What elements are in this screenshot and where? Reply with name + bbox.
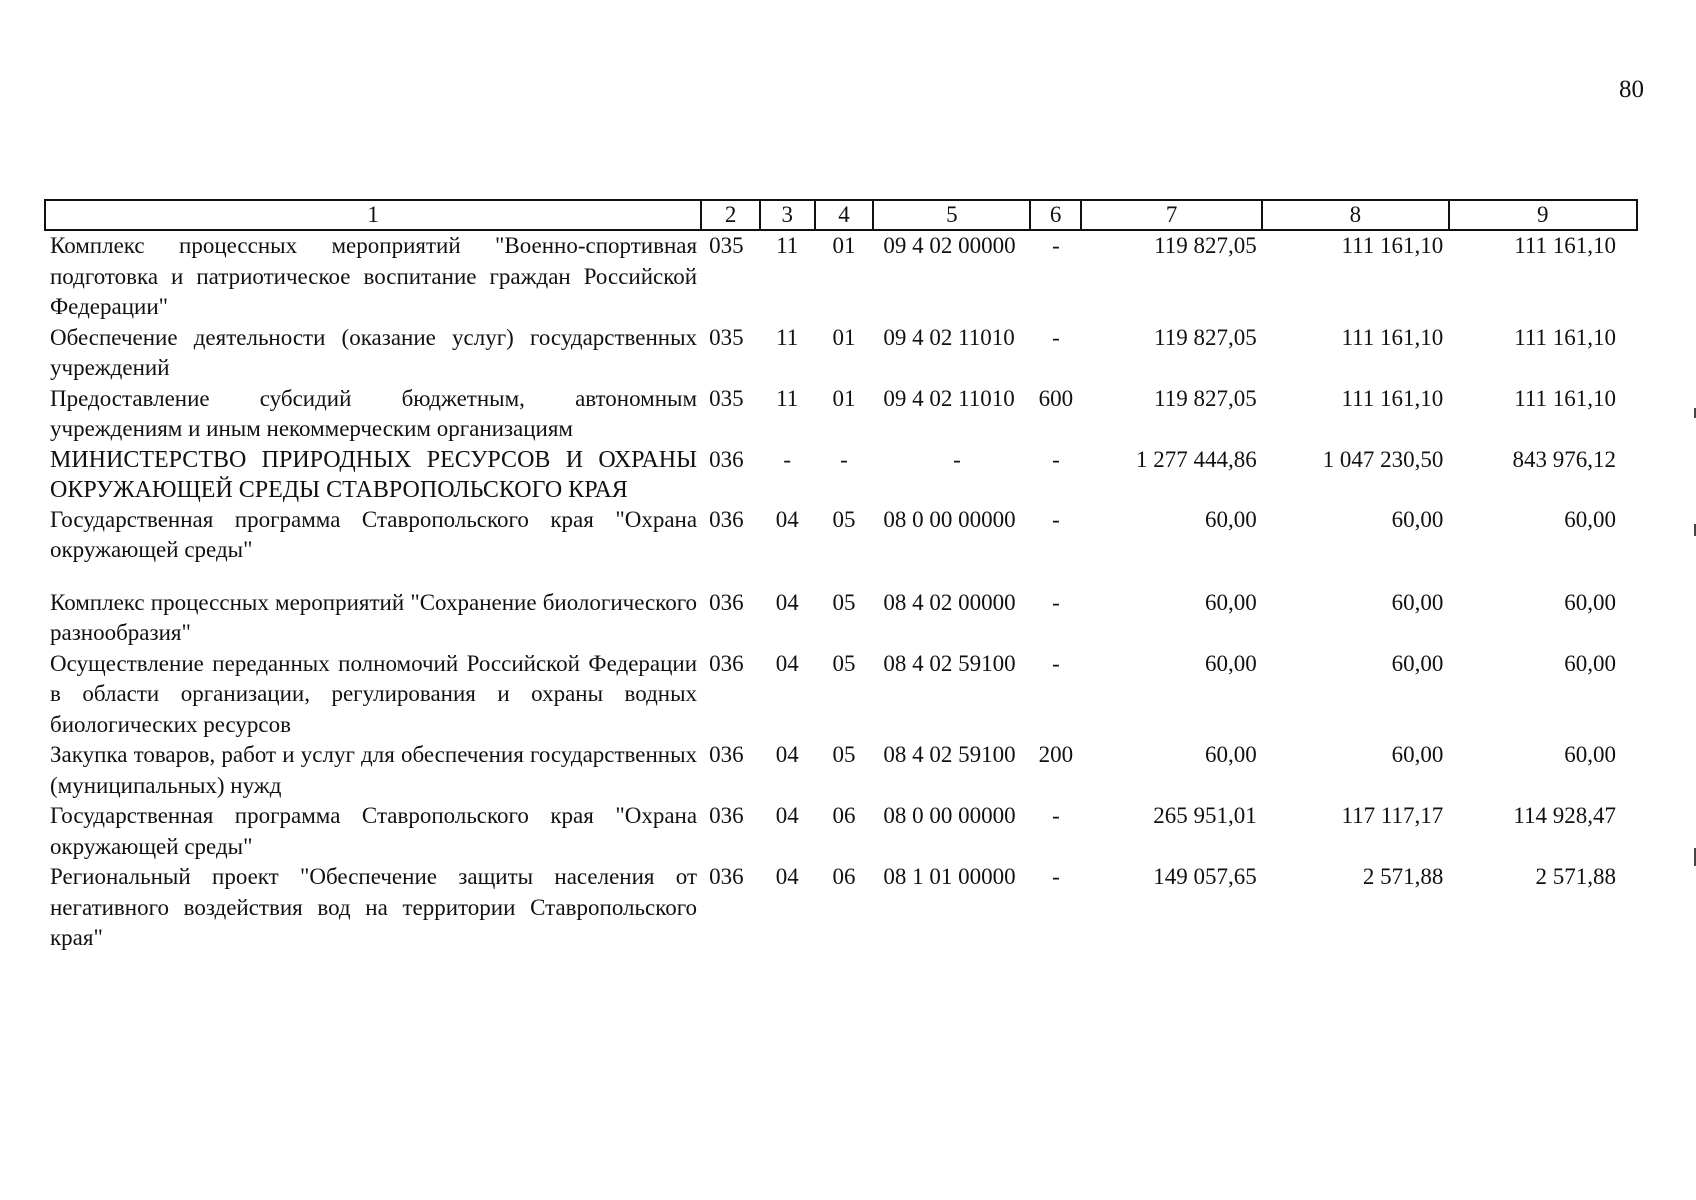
row-name: Государственная программа Ставропольского края "Охрана окружающей среды" — [50, 803, 698, 859]
table-row — [44, 740, 1638, 801]
code-target: - — [953, 446, 961, 472]
header-cell: 2 — [701, 200, 760, 230]
amount-col-7: 265 951,01 — [1153, 803, 1257, 828]
row-spacer — [44, 566, 1638, 588]
code-section: 11 — [776, 233, 799, 258]
code-expense-type: - — [1052, 233, 1060, 258]
code-subsection: 05 — [832, 589, 856, 615]
code-target: 08 0 00 00000 — [883, 803, 1016, 828]
row-name: Комплекс процессных мероприятий "Сохранение биологического разнообразия" — [50, 589, 698, 645]
code-section: - — [783, 446, 792, 472]
code-expense-type: 600 — [1038, 385, 1074, 411]
amount-col-8: 111 161,10 — [1341, 233, 1444, 258]
code-subsection: 05 — [832, 506, 856, 532]
amount-col-9: 60,00 — [1564, 506, 1616, 532]
amount-col-7: 60,00 — [1205, 589, 1257, 615]
code-target: 08 4 02 59100 — [883, 742, 1016, 767]
amount-col-7: 60,00 — [1205, 650, 1257, 676]
code-ministry: 036 — [709, 446, 744, 472]
amount-col-7: 1 277 444,86 — [1136, 446, 1257, 472]
header-cell: 6 — [1030, 200, 1081, 230]
code-ministry: 035 — [709, 385, 744, 411]
code-ministry: 036 — [709, 864, 744, 889]
table-row — [44, 862, 1638, 954]
header-row — [45, 200, 1637, 230]
code-target: 09 4 02 11010 — [883, 324, 1015, 350]
amount-col-7: 60,00 — [1205, 506, 1257, 532]
code-subsection: 05 — [832, 650, 856, 676]
code-expense-type: - — [1052, 650, 1060, 676]
amount-col-9: 2 571,88 — [1535, 864, 1616, 889]
table-row — [44, 384, 1638, 445]
code-expense-type: - — [1052, 506, 1060, 532]
table-row — [44, 323, 1638, 384]
table-row — [44, 231, 1638, 323]
code-ministry: 036 — [709, 506, 744, 532]
code-section: 11 — [776, 385, 799, 411]
code-subsection: 06 — [832, 864, 856, 889]
amount-col-9: 111 161,10 — [1514, 385, 1616, 411]
code-ministry: 036 — [709, 803, 744, 828]
code-subsection: 06 — [832, 803, 856, 828]
amount-col-9: 60,00 — [1564, 742, 1616, 767]
amount-col-8: 60,00 — [1391, 506, 1444, 532]
code-section: 11 — [776, 324, 799, 350]
row-name: Региональный проект "Обеспечение защиты населения от негативного воздействия вод на территории Ставропольского края" — [50, 864, 698, 950]
header-cell: 5 — [873, 200, 1030, 230]
code-subsection: 05 — [832, 742, 856, 767]
code-target: 08 1 01 00000 — [883, 864, 1016, 889]
amount-col-7: 149 057,65 — [1153, 864, 1257, 889]
amount-col-9: 114 928,47 — [1513, 803, 1616, 828]
row-name: Закупка товаров, работ и услуг для обеспечения государственных (муниципальных) нужд — [50, 742, 698, 798]
code-expense-type: - — [1052, 324, 1060, 350]
code-expense-type: - — [1052, 864, 1060, 889]
amount-col-7: 119 827,05 — [1154, 385, 1257, 411]
table-row — [44, 505, 1638, 566]
code-ministry: 036 — [709, 742, 744, 767]
code-ministry: 036 — [709, 589, 744, 615]
code-section: 04 — [775, 506, 799, 532]
row-name: Осуществление переданных полномочий Российской Федерации в области организации, регулирования и охраны водных биологических ресурсов — [50, 650, 698, 737]
code-subsection: 01 — [832, 385, 856, 411]
code-target: 09 4 02 00000 — [883, 233, 1016, 258]
code-subsection: - — [840, 446, 848, 472]
amount-col-8: 2 571,88 — [1362, 864, 1444, 889]
table-row — [44, 649, 1638, 741]
code-subsection: 01 — [832, 324, 856, 350]
header-cell: 7 — [1081, 200, 1262, 230]
amount-col-7: 119 827,05 — [1154, 324, 1257, 350]
header-cell: 4 — [815, 200, 874, 230]
code-target: 08 4 02 59100 — [883, 650, 1016, 676]
header-cell: 9 — [1449, 200, 1637, 230]
amount-col-8: 60,00 — [1391, 650, 1444, 676]
row-name: Комплекс процессных мероприятий "Военно-спортивная подготовка и патриотическое воспитание граждан Российской Федерации" — [50, 233, 698, 319]
amount-col-8: 117 117,17 — [1341, 803, 1444, 828]
amount-col-9: 60,00 — [1564, 650, 1616, 676]
code-section: 04 — [775, 589, 799, 615]
amount-col-8: 111 161,10 — [1341, 385, 1444, 411]
amount-col-8: 111 161,10 — [1341, 324, 1444, 350]
amount-col-9: 111 161,10 — [1514, 324, 1616, 350]
code-target: 09 4 02 11010 — [883, 385, 1015, 411]
amount-col-8: 1 047 230,50 — [1322, 446, 1444, 472]
column-number-header — [44, 199, 1638, 231]
amount-col-9: 843 976,12 — [1512, 446, 1616, 472]
header-cell: 8 — [1262, 200, 1448, 230]
budget-table — [44, 231, 1638, 954]
amount-col-9: 111 161,10 — [1514, 233, 1616, 258]
amount-col-7: 119 827,05 — [1154, 233, 1257, 258]
code-section: 04 — [775, 864, 799, 889]
code-target: 08 0 00 00000 — [883, 506, 1016, 532]
code-target: 08 4 02 00000 — [883, 589, 1016, 615]
amount-col-8: 60,00 — [1391, 589, 1444, 615]
amount-col-9: 60,00 — [1564, 589, 1616, 615]
amount-col-8: 60,00 — [1391, 742, 1444, 767]
code-section: 04 — [775, 742, 799, 767]
code-expense-type: 200 — [1038, 742, 1074, 767]
table-row — [44, 445, 1638, 505]
code-ministry: 035 — [709, 233, 744, 258]
header-cell: 3 — [760, 200, 815, 230]
code-expense-type: - — [1052, 446, 1060, 472]
code-section: 04 — [775, 803, 799, 828]
row-name: МИНИСТЕРСТВО ПРИРОДНЫХ РЕСУРСОВ И ОХРАНЫ ОКРУЖАЮЩЕЙ СРЕДЫ СТАВРОПОЛЬСКОГО КРАЯ — [50, 446, 698, 503]
code-expense-type: - — [1052, 803, 1060, 828]
row-name: Обеспечение деятельности (оказание услуг) государственных учреждений — [50, 324, 698, 380]
row-name: Государственная программа Ставропольского края "Охрана окружающей среды" — [50, 506, 698, 562]
page-number: 80 — [1619, 76, 1644, 103]
code-ministry: 036 — [709, 650, 744, 676]
code-subsection: 01 — [832, 233, 856, 258]
code-section: 04 — [775, 650, 799, 676]
table-row — [44, 801, 1638, 862]
table-row — [44, 588, 1638, 649]
amount-col-7: 60,00 — [1205, 742, 1257, 767]
code-ministry: 035 — [709, 324, 744, 350]
row-name: Предоставление субсидий бюджетным, автономным учреждениям и иным некоммерческим организациям — [50, 385, 698, 441]
header-cell: 1 — [45, 200, 701, 230]
code-expense-type: - — [1052, 589, 1060, 615]
